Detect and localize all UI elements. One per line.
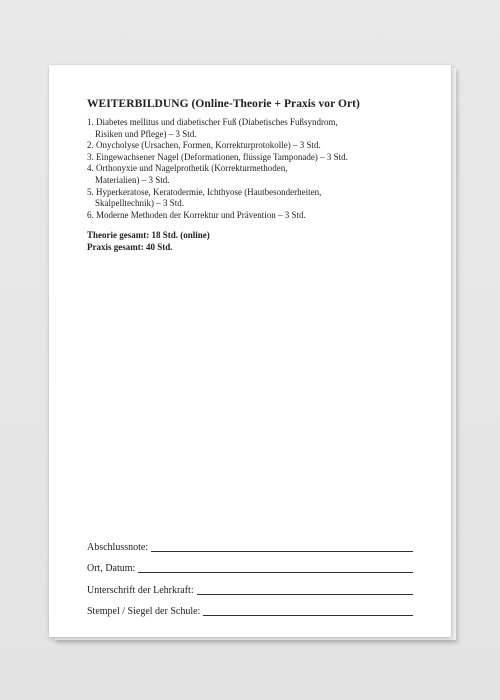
document-page: [49, 65, 451, 637]
hours-summary: [87, 230, 417, 253]
module-text-continued: Risiken und Pflege) – 3 Std.: [95, 128, 197, 139]
place-date-label: Ort, Datum:: [87, 563, 136, 574]
module-item: [87, 210, 417, 222]
module-item: [87, 140, 417, 152]
school-stamp-label: Stempel / Siegel der Schule:: [87, 606, 201, 617]
module-item: [87, 163, 417, 186]
grade-label: Abschlussnote:: [87, 541, 149, 553]
module-text: 1. Diabetes mellitus und diabetischer Fuß (Diabetisches Fußsyndrom,: [87, 117, 338, 127]
module-item: [87, 117, 417, 140]
grade-field-line[interactable]: [151, 542, 413, 552]
module-item: [87, 152, 417, 164]
module-text: 2. Onycholyse (Ursachen, Formen, Korrekturprotokolle) – 3 Std.: [87, 140, 321, 151]
module-text-continued: Materialien) – 3 Std.: [95, 174, 170, 185]
form-row-grade: [87, 532, 413, 554]
form-row-place-date: [87, 554, 413, 576]
document-title: WEITERBILDUNG (Online-Theorie + Praxis vor Ort): [87, 98, 360, 110]
module-list: [87, 117, 417, 221]
practice-total: Praxis gesamt: 40 Std.: [87, 241, 173, 252]
module-text: 3. Eingewachsener Nagel (Deformationen, flüssige Tamponade) – 3 Std.: [87, 151, 348, 162]
module-item: [87, 187, 417, 210]
module-text-continued: Skalpelltechnik) – 3 Std.: [95, 198, 184, 209]
theory-total: Theorie gesamt: 18 Std. (online): [87, 230, 210, 241]
teacher-signature-label: Unterschrift der Lehrkraft:: [87, 584, 194, 596]
form-fields: [87, 532, 413, 618]
form-row-school-stamp: [87, 597, 413, 619]
place-date-field-line[interactable]: [138, 563, 413, 573]
module-text: 4. Orthonyxie und Nagelprothetik (Korrekturmethoden,: [87, 163, 288, 174]
module-text: 5. Hyperkeratose, Keratodermie, Ichthyose (Hautbesonderheiten,: [87, 186, 322, 197]
school-stamp-field-line[interactable]: [203, 606, 413, 616]
teacher-signature-field-line[interactable]: [197, 585, 413, 595]
module-text: 6. Moderne Methoden der Korrektur und Prävention – 3 Std.: [87, 209, 306, 220]
document-content: [87, 98, 417, 253]
form-row-teacher-signature: [87, 575, 413, 597]
